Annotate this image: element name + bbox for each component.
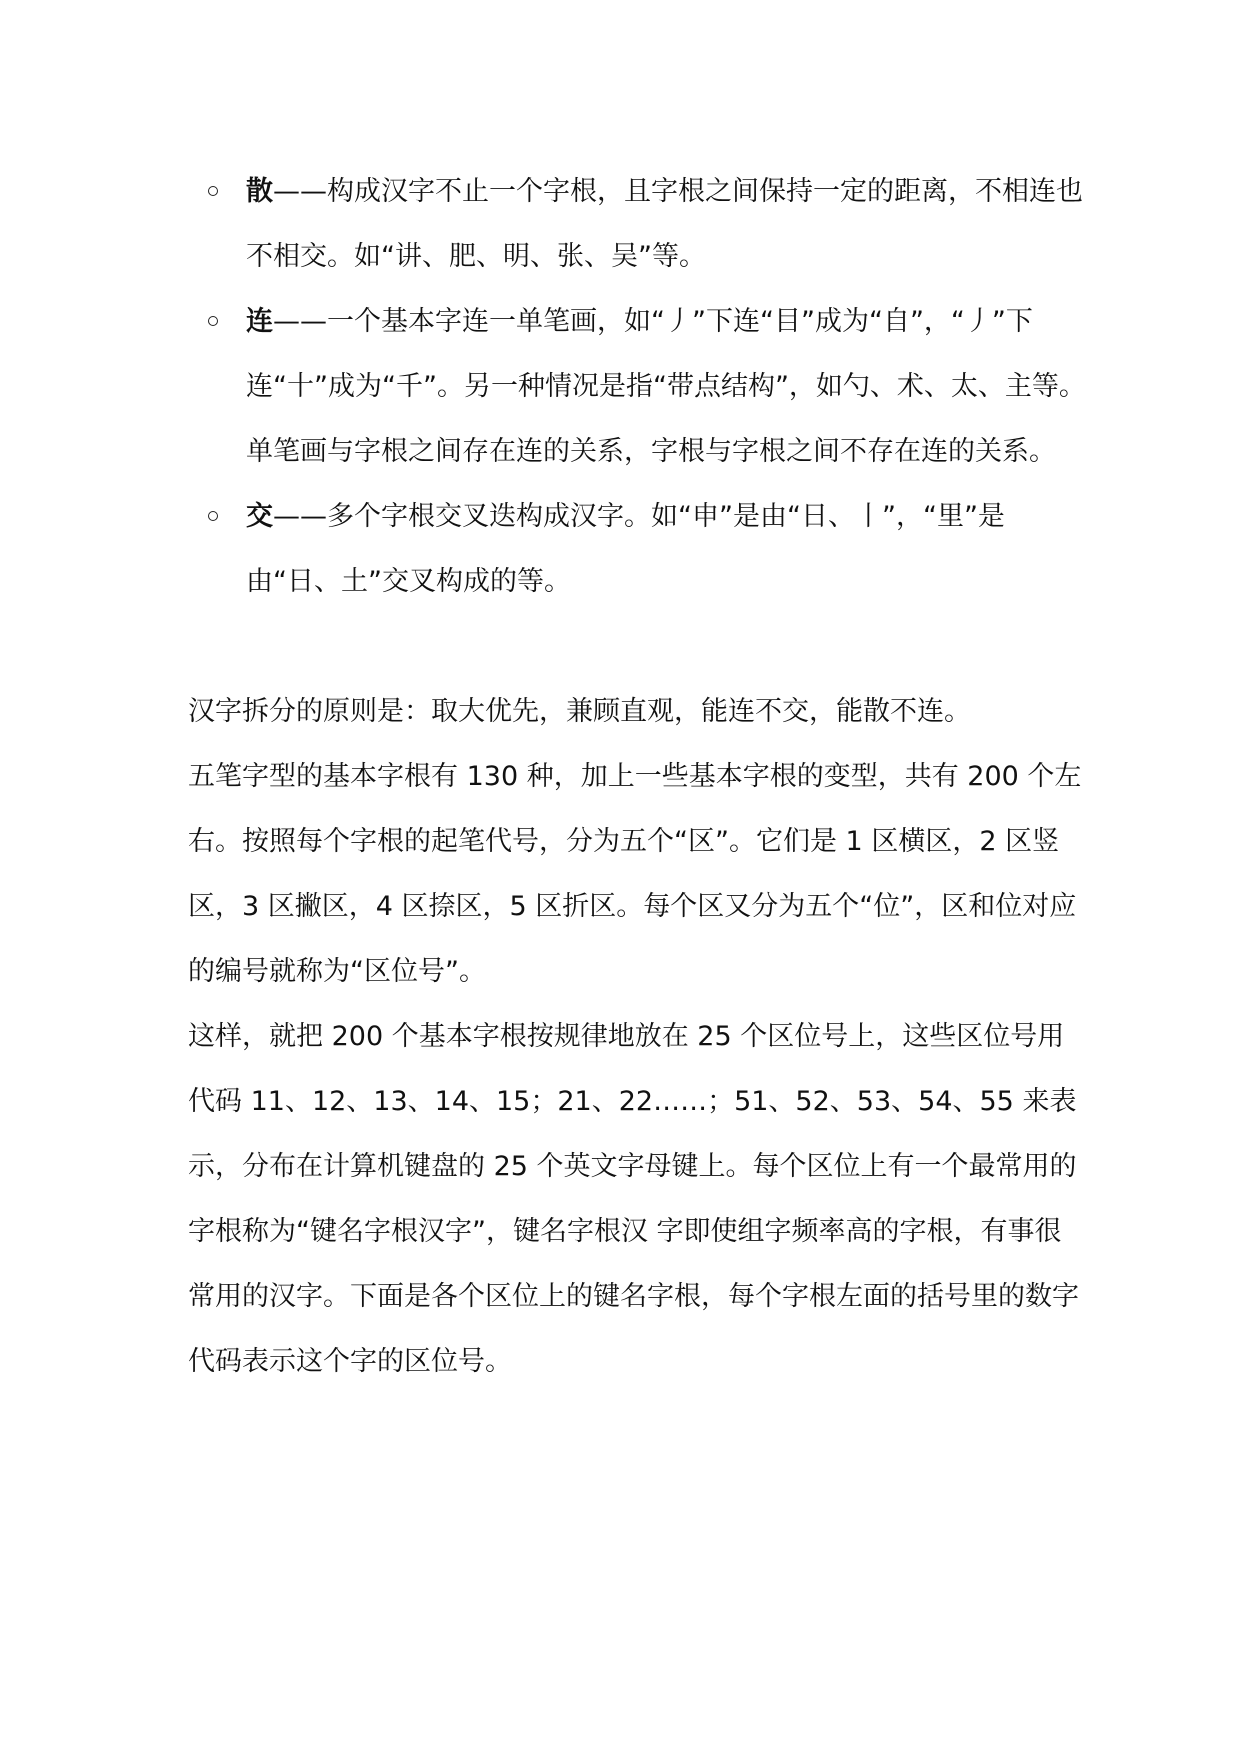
list-item-text: ——构成汉字不止一个字根，且字根之间保持一定的距离，不相连也不相交。如“讲、肥、明、张、吴”等。 — [246, 176, 1083, 272]
list-item-text: ——多个字根交叉迭构成汉字。如“申”是由“日、丨”，“里”是由“日、土”交叉构成的等。 — [246, 501, 1005, 597]
principle-paragraph: 汉字拆分的原则是：取大优先，兼顾直观，能连不交，能散不连。 — [188, 696, 971, 727]
bullet-list — [188, 159, 1088, 614]
list-item — [188, 289, 1088, 484]
keys-paragraph: 这样，就把 200 个基本字根按规律地放在 25 个区位号上，这些区位号用代码 11、12、13、14、15；21、22……；51、52、53、54、55 来表示，分布在计算机键盘的 25 个英文字母键上。每个区位上有一个最常用的字根称为“键名字根汉字”，键名字根汉 字即使组字频率高的字根，有事很常用的汉字。下面是各个区位上的键名字根，每个字根左面的括号里的数字代码表示这个字的区位号。 — [188, 1021, 1079, 1377]
list-item-term: 散 — [246, 176, 273, 207]
list-item-term: 交 — [246, 501, 273, 532]
list-item — [188, 484, 1088, 614]
list-item-term: 连 — [246, 306, 273, 337]
zones-paragraph: 五笔字型的基本字根有 130 种，加上一些基本字根的变型，共有 200 个左右。按照每个字根的起笔代号，分为五个“区”。它们是 1 区横区，2 区竖区，3 区撇区，4 区捺区，5 区折区。每个区又分为五个“位”，区和位对应的编号就称为“区位号”。 — [188, 761, 1082, 987]
hollow-circle-bullet-icon — [208, 511, 218, 521]
list-item-text: ——一个基本字连一单笔画，如“丿”下连“目”成为“自”，“丿”下连“十”成为“千”。另一种情况是指“带点结构”，如勺、术、太、主等。单笔画与字根之间存在连的关系，字根与字根之间不存在连的关系。 — [246, 306, 1086, 467]
hollow-circle-bullet-icon — [208, 316, 218, 326]
list-item — [188, 159, 1088, 289]
hollow-circle-bullet-icon — [208, 186, 218, 196]
